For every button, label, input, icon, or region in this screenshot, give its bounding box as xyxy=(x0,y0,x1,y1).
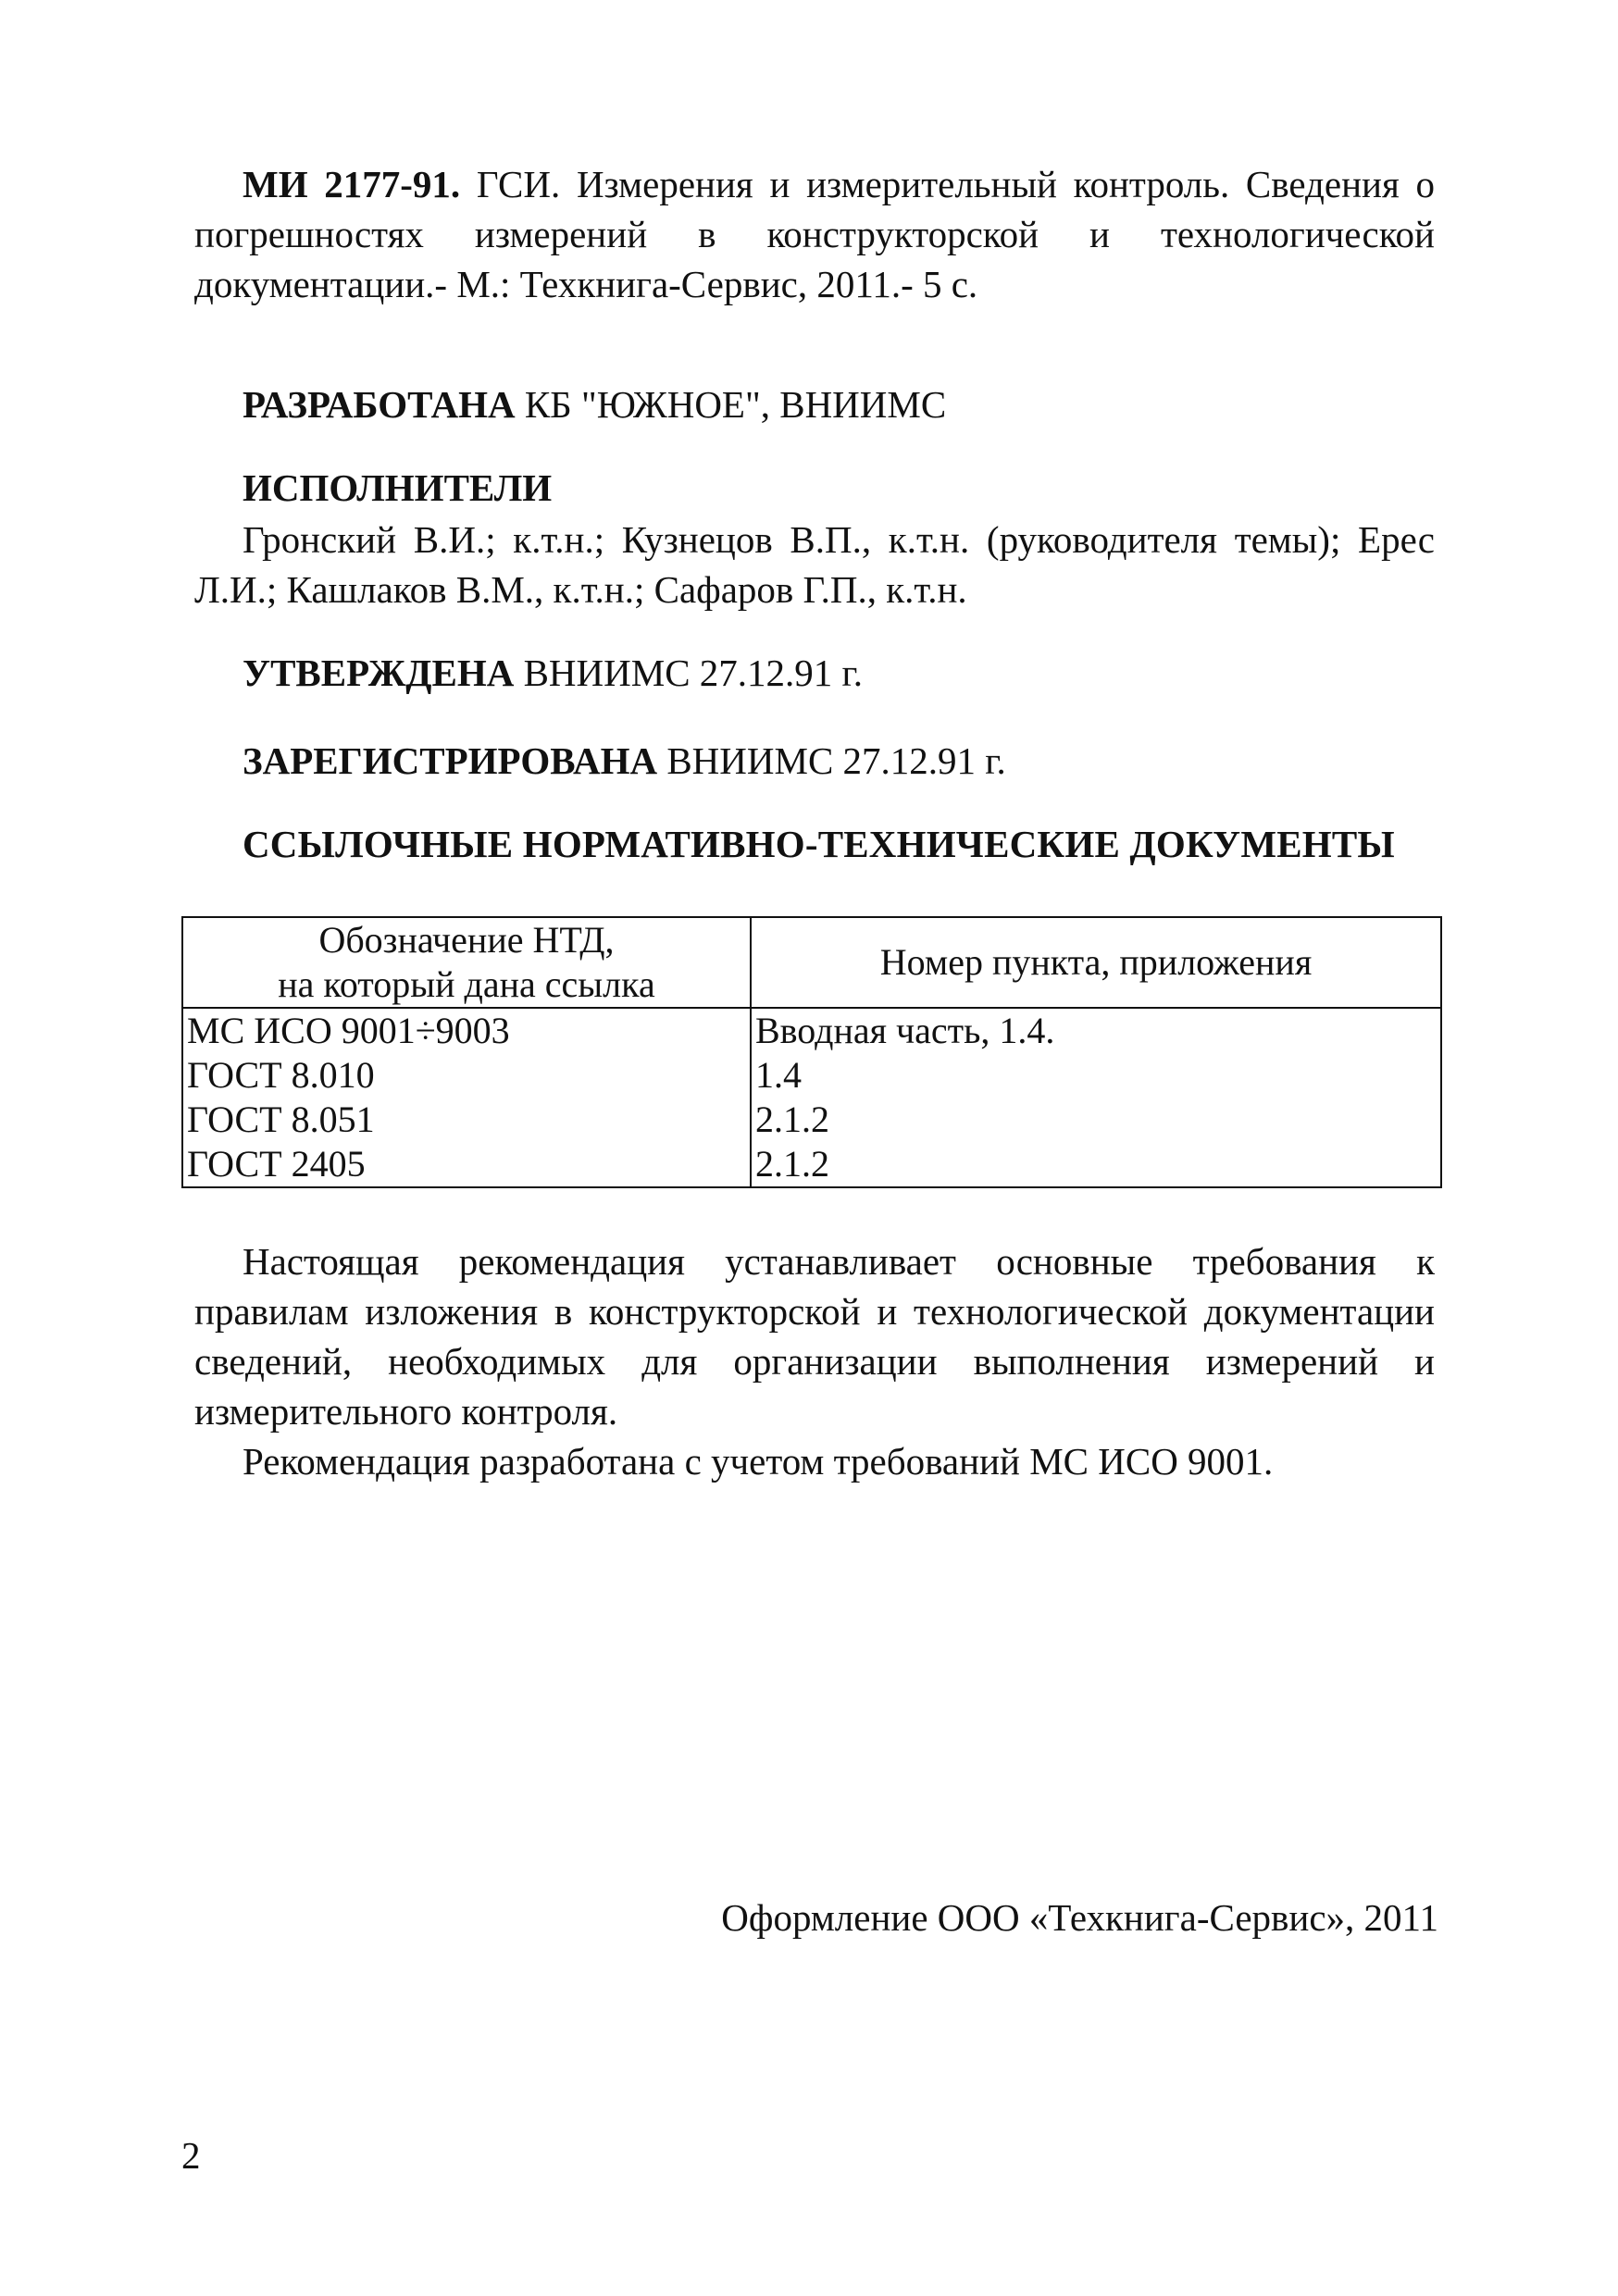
developed-by xyxy=(243,379,1437,429)
body-paragraph-1: Настоящая рекомендация устанавливает основные требования к правилам изложения в конструкторской и технологической документации сведений, необходимых для организации выполнения измерений и измерительного контроля. xyxy=(194,1240,1435,1433)
registered-value: ВНИИМС 27.12.91 г. xyxy=(666,739,1006,782)
body-text xyxy=(194,1236,1435,1487)
cell-document: ГОСТ 8.010 xyxy=(182,1053,751,1098)
cell-clause: 2.1.2 xyxy=(751,1098,1441,1142)
header-document-designation: Обозначение НТД, на который дана ссылка xyxy=(182,917,751,1008)
references-table xyxy=(181,916,1442,1188)
table-header-row xyxy=(182,917,1441,1008)
cell-document: ГОСТ 8.051 xyxy=(182,1098,751,1142)
table-row xyxy=(182,1142,1441,1187)
executors-heading xyxy=(243,463,1437,513)
executors-label: ИСПОЛНИТЕЛИ xyxy=(243,466,553,509)
body-paragraph-2: Рекомендация разработана с учетом требований МС ИСО 9001. xyxy=(243,1440,1274,1483)
registered-label: ЗАРЕГИСТРИРОВАНА xyxy=(243,739,658,782)
developed-value: КБ "ЮЖНОЕ", ВНИИМС xyxy=(524,383,947,426)
references-section-title: ССЫЛОЧНЫЕ НОРМАТИВНО-ТЕХНИЧЕСКИЕ ДОКУМЕНТЫ xyxy=(243,823,1395,865)
table-row xyxy=(182,1053,1441,1098)
table-row xyxy=(182,1008,1441,1053)
cell-clause: Вводная часть, 1.4. xyxy=(751,1008,1441,1053)
executors-list: Гронский В.И.; к.т.н.; Кузнецов В.П., к.т.н. (руководителя темы); Ерес Л.И.; Кашлаков В.М., к.т.н.; Сафаров Г.П., к.т.н. xyxy=(194,518,1435,612)
publisher-note: Оформление ООО «Техкнига-Сервис», 2011 xyxy=(721,1896,1438,1939)
approved-by xyxy=(243,648,1437,698)
approved-label: УТВЕРЖДЕНА xyxy=(243,652,515,694)
developed-label: РАЗРАБОТАНА xyxy=(243,383,516,426)
table-row xyxy=(182,1098,1441,1142)
cell-document: ГОСТ 2405 xyxy=(182,1142,751,1187)
reference-text: ГСИ. Измерения и измерительный контроль. Сведения о погрешностях измерений в конструкторской и технологической документации.- М.: Техкнига-Сервис, 2011.- 5 с. xyxy=(194,163,1435,306)
bibliographic-reference xyxy=(194,159,1435,309)
cell-document: МС ИСО 9001÷9003 xyxy=(182,1008,751,1053)
registered-by xyxy=(243,736,1437,786)
header-clause-number: Номер пункта, приложения xyxy=(751,917,1441,1008)
page-number: 2 xyxy=(181,2134,201,2177)
approved-value: ВНИИМС 27.12.91 г. xyxy=(523,652,863,694)
cell-clause: 2.1.2 xyxy=(751,1142,1441,1187)
document-code: МИ 2177-91. xyxy=(243,163,461,205)
cell-clause: 1.4 xyxy=(751,1053,1441,1098)
